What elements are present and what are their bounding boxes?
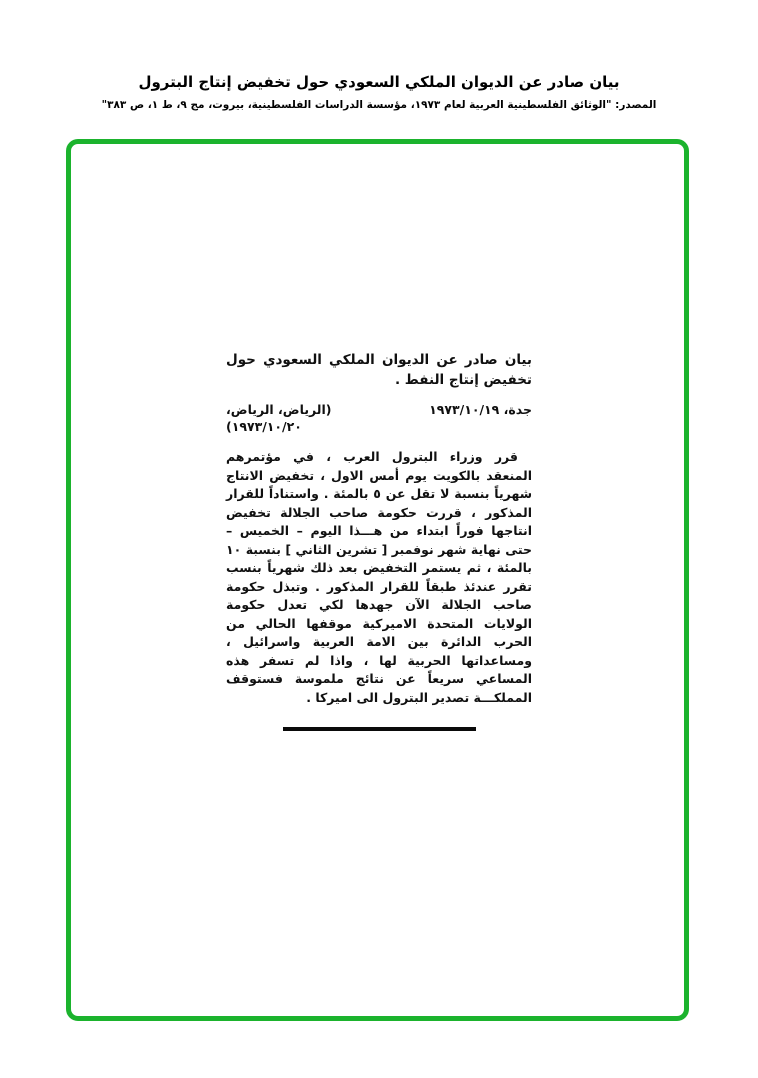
scan-document-title: بيان صادر عن الديوان الملكي السعودي حول تخفيض إنتاج النفط . <box>226 352 532 388</box>
dateline-agencies: (الرياض، الرياض، ١٩٧٣/١٠/٢٠) <box>226 402 332 434</box>
scanned-document-content <box>226 350 532 731</box>
header-source-line: المصدر: "الوثائق الفلسطينية العربية لعام ١٩٧٣، مؤسسة الدراسات الفلسطينية، بيروت، مج ٩، ط ١، ص ٣٨٣" <box>101 99 657 111</box>
header-title: بيان صادر عن الديوان الملكي السعودي حول تخفيض إنتاج البترول <box>138 73 620 91</box>
end-of-document-rule <box>283 727 476 731</box>
scan-highlight-box <box>66 139 689 1021</box>
dateline <box>226 401 532 435</box>
document-body-paragraph: قرر وزراء البترول العرب ، في مؤتمرهم المنعقد بالكويت يوم أمس الاول ، تخفيض الانتاج شهرياً بنسبة لا تقل عن ٥ بالمئة . واستناداً للقرار المذكور ، قررت حكومة صاحب الجلالة تخفيض انتاجها فوراً ابتداء من هـــذا اليوم – الخميس – حتى نهاية شهر نوفمبر [ تشرين الثاني ] بنسبة ١٠ بالمئة ، ثم يستمر التخفيض بعد ذلك شهرياً بنسب تقرر عندئذ طبقاً للقرار المذكور . وتبذل حكومة صاحب الجلالة الآن جهدها لكي تعدل حكومة الولايات المتحدة الاميركية موقفها الحالي من الحرب الدائرة بين الامة العربية واسرائيل ، ومساعداتها الحربية لها ، واذا لم تسفر هذه المساعي سريعاً عن نتائج ملموسة فستوقف المملكـــة تصدير البترول الى اميركا . <box>226 449 533 705</box>
dateline-place-date: جدة، ١٩٧٣/١٠/١٩ <box>429 402 532 417</box>
document-header <box>0 73 758 111</box>
